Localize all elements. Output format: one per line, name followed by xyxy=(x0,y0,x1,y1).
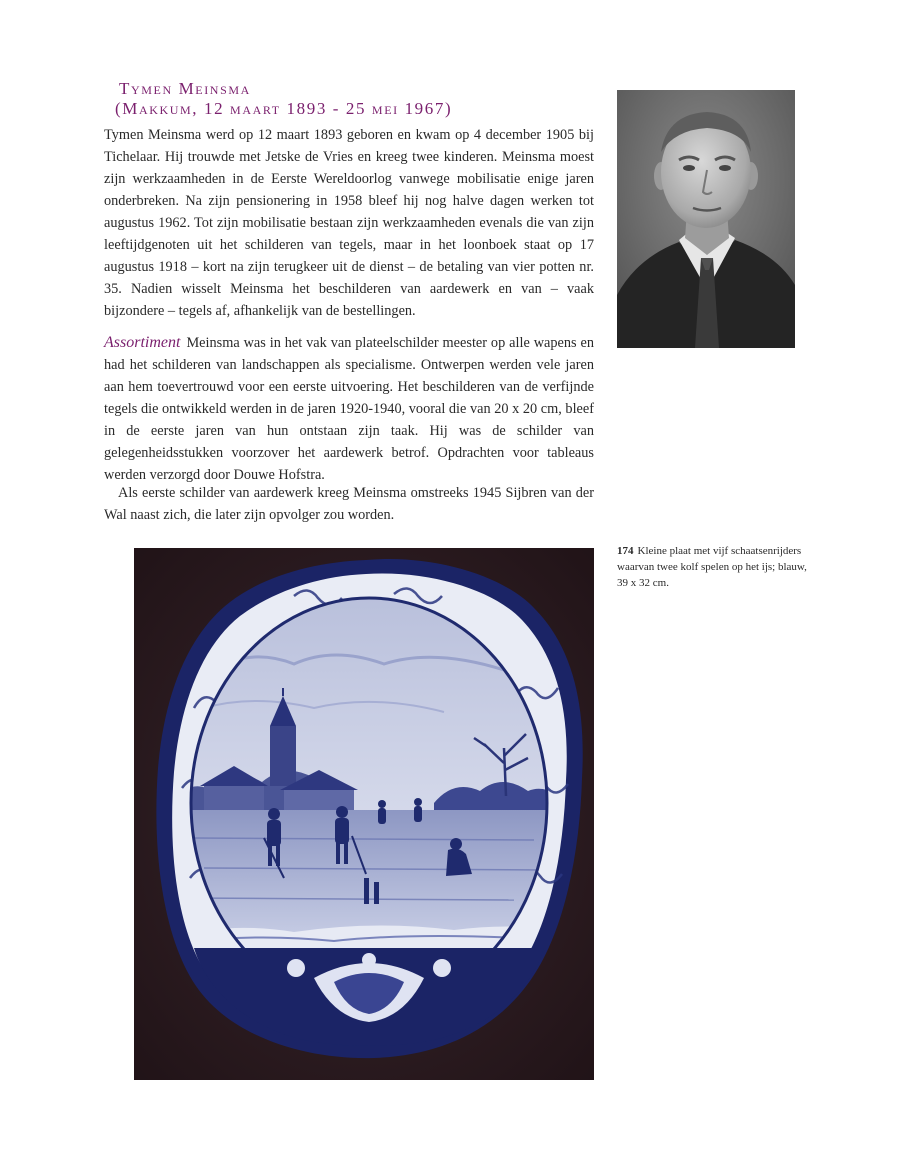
caption-text: Kleine plaat met vijf schaatsenrijders waarvan twee kolf spelen op het ijs; blauw, 39 x 32 cm. xyxy=(617,545,807,589)
figure-caption xyxy=(617,543,807,591)
biography-paragraph: Tymen Meinsma werd op 12 maart 1893 geboren en kwam op 4 december 1905 bij Tichelaar. Hij trouwde met Jetske de Vries en kreeg twee kinderen. Meinsma moest zijn werkzaamheden in de Eerste Wereldoorlog vanwege mobilisatie enige jaren onderbreken. Na zijn pensionering in 1958 bleef hij nog halve dagen werken tot augustus 1962. Tot zijn mobilisatie bestaan zijn werkzaamheden evenals die van zijn leeftijdgenoten uit het schilderen van tegels, maar in het loonboek staat op 17 augustus 1918 – kort na zijn terugkeer uit de dienst – de betaling van vier potten nr. 35. Nadien wisselt Meinsma het beschilderen van aardewerk en van – vaak bijzondere – tegels af, afhankelijk van de bestellingen. xyxy=(104,127,594,319)
assortiment-run-in-heading: Assortiment xyxy=(104,334,181,351)
heading-name: Tymen Meinsma xyxy=(119,79,251,98)
successor-paragraph: Als eerste schilder van aardewerk kreeg Meinsma omstreeks 1945 Sijbren van der Wal naast zich, die later zijn opvolger zou worden. xyxy=(104,485,594,523)
biography-heading xyxy=(115,79,599,119)
portrait-photo xyxy=(617,90,795,348)
assortiment-paragraph xyxy=(104,332,594,486)
assortiment-text: Meinsma was in het vak van plateelschilder meester op alle wapens en had het schilderen van landschappen als specialisme. Ontwerpen werden vele jaren aan hem toevertrouwd voor een eerste uitvoering. Het beschilderen van de verfijnde tegels die ontwikkeld werden in de jaren 1920-1940, vooral die van 20 x 20 cm, bleef in de eerste jaren van hun ontstaan zijn taak. Hij was de schilder van gelegenheidsstukken voorzover het aardewerk betrof. Opdrachten voor tableaus werden verzorgd door Douwe Hofstra. xyxy=(104,335,594,483)
caption-number: 174 xyxy=(617,545,634,557)
heading-dates: (Makkum, 12 maart 1893 - 25 mei 1967) xyxy=(115,99,453,118)
plate-photo xyxy=(134,548,594,1080)
